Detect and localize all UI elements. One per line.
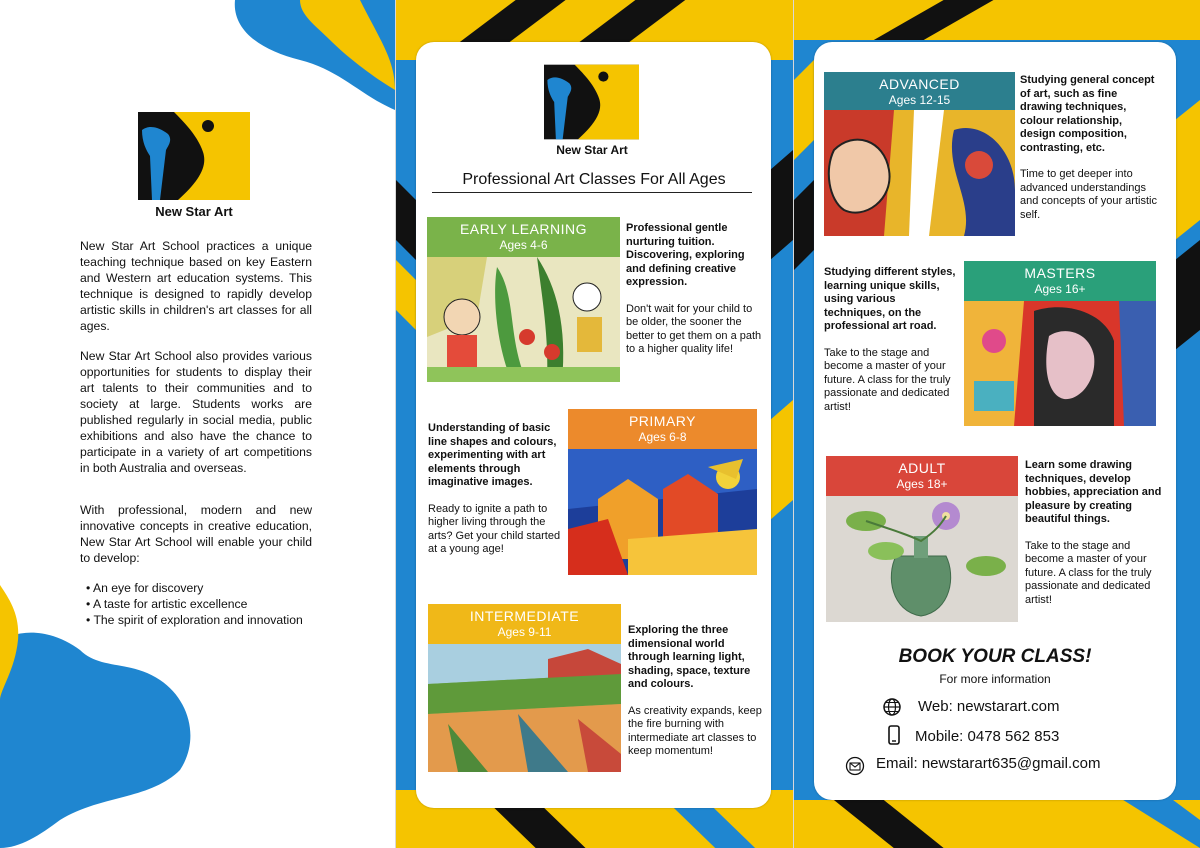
list-item: • The spirit of exploration and innovation [86,612,303,628]
logo-text-middle: New Star Art [556,143,628,157]
class-body: Don't wait for your child to be older, the sooner the better to get them on a path to a higher quality life! [626,302,762,355]
class-body: Ready to ignite a path to higher living through the arts? Get your child started at a young age! [428,502,561,555]
class-advanced [824,72,1015,236]
class-lead: Understanding of basic line shapes and colours, experimenting with art elements through imaginative images. [428,422,557,488]
intro-paragraph-2: New Star Art School also provides various opportunities for students to display their art talents to their communities and to society at large. Students works are published regularly in social media, public exhibitions and also have the chance to participate in a variety of art competitions in both Australia and overseas. [80,349,312,475]
class-adult [826,456,1018,622]
primary-description [428,422,562,557]
logo-left [138,112,250,200]
page-title: Professional Art Classes For All Ages [462,171,726,188]
benefits-list [86,580,303,628]
email-icon [845,756,865,776]
class-header [824,72,1015,110]
adult-description [1025,459,1163,607]
class-body: Take to the stage and become a master of your future. A class for the truly passionate and dedicated artist! [1025,539,1152,606]
class-header [428,604,621,644]
class-header [964,261,1156,301]
class-body: Take to the stage and become a master of your future. A class for the truly passionate and dedicated artist! [824,346,951,413]
class-lead: Professional gentle nurturing tuition. Discovering, exploring and defining creative expression. [626,222,745,288]
class-title: MASTERS [1024,265,1096,281]
class-title: EARLY LEARNING [459,221,588,237]
globe-icon [882,697,902,717]
title-underline [432,192,752,193]
class-title: ADULT [898,460,946,476]
class-ages: Ages 9-11 [497,625,552,639]
class-body: Time to get deeper into advanced understandings and concepts of your artistic self. [1020,168,1157,221]
class-header [427,217,620,257]
class-title: ADVANCED [879,76,960,92]
intro-paragraph-3: With professional, modern and new innovative concepts in creative education, New Star Art School will enable your child to develop: [80,503,312,565]
class-title: PRIMARY [628,413,697,429]
class-ages: Ages 12-15 [888,93,951,107]
class-ages: Ages 6-8 [638,430,687,444]
class-artwork [824,110,1015,236]
class-lead: Studying general concept of art, such as fine drawing techniques, colour relationship, design composition, contrasting, etc. [1020,74,1155,154]
intermediate-description [628,624,763,759]
class-header [568,409,757,449]
class-early-learning [427,217,620,382]
class-lead: Studying different styles, learning unique skills, using various techniques, on the professional art road. [824,266,956,332]
class-lead: Exploring the three dimensional world through learning light, shading, space, texture and colours. [628,624,751,690]
list-item: • An eye for discovery [86,580,303,596]
logo-middle [544,64,639,140]
class-artwork [826,496,1018,622]
mobile-contact[interactable]: Mobile: 0478 562 853 [915,728,1060,745]
list-item: • A taste for artistic excellence [86,596,303,612]
class-artwork [964,301,1156,426]
intro-paragraph-1: New Star Art School practices a unique teaching technique based on key Eastern and Western art education systems. This technique is designed to rapidly develop artistic skills in children's art classes for all ages. [80,239,312,333]
class-ages: Ages 16+ [1034,282,1086,296]
advanced-description [1020,74,1160,222]
class-primary [568,409,757,575]
class-artwork [428,644,621,772]
class-ages: Ages 4-6 [499,238,548,252]
book-your-class-heading: BOOK YOUR CLASS! [898,646,1092,667]
class-title: INTERMEDIATE [469,608,580,624]
class-lead: Learn some drawing techniques, develop hobbies, appreciation and pleasure by creating beautiful things. [1025,459,1162,525]
mobile-phone-icon [884,725,904,745]
class-ages: Ages 18+ [896,477,948,491]
class-artwork [568,449,757,575]
class-header [826,456,1018,496]
email-contact[interactable]: Email: newstarart635@gmail.com [876,755,1101,772]
masters-description [824,266,958,414]
class-intermediate [428,604,621,772]
class-body: As creativity expands, keep the fire burning with intermediate art classes to keep momentum! [628,704,762,757]
early-learning-description [626,222,762,357]
class-artwork [427,257,620,382]
class-masters [964,261,1156,426]
logo-text-left: New Star Art [155,204,233,219]
web-contact[interactable]: Web: newstarart.com [918,698,1060,715]
left-panel [0,0,395,848]
more-info-label: For more information [939,672,1051,686]
